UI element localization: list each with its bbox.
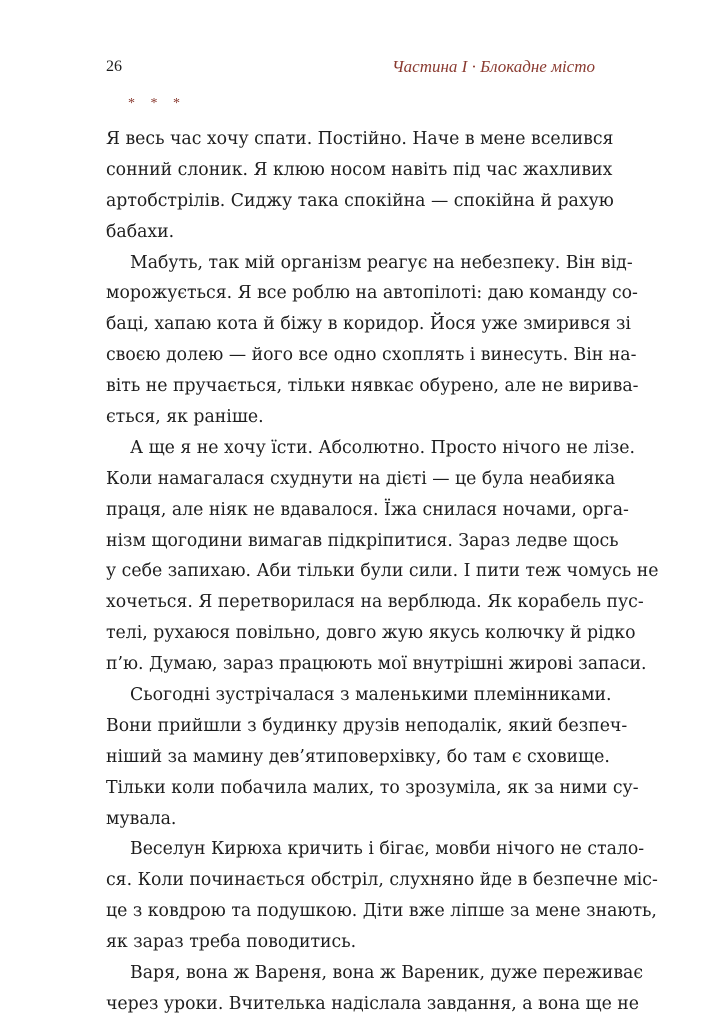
body-text <box>106 124 659 1020</box>
text-line: ся. Коли починається обстріл, слухняно йде в безпечне міс- <box>106 870 658 891</box>
text-line: Мабуть, так мій організм реагує на небезпеку. Він від- <box>130 252 633 273</box>
text-line: праця, але ніяк не вдавалося. Їжа снилася ночами, орга- <box>106 499 629 520</box>
text-line: морожується. Я все роблю на автопілоті: даю команду со- <box>106 283 638 304</box>
text-line: ніший за мамину дев’ятиповерхівку, бо там є сховище. <box>106 746 610 767</box>
text-line: баці, хапаю кота й біжу в коридор. Йося уже змирився зі <box>106 314 631 335</box>
text-line: це з ковдрою та подушкою. Діти вже ліпше за мене знають, <box>106 901 657 922</box>
text-line: Я весь час хочу спати. Постійно. Наче в мене вселився <box>106 129 614 149</box>
text-line: Веселун Кирюха кричить і бігає, мовби нічого не стало- <box>130 839 645 860</box>
text-line: Тільки коли побачила малих, то зрозуміла, як за ними су- <box>106 777 639 798</box>
text-line: сонний слоник. Я клюю носом навіть під час жахливих <box>106 159 613 180</box>
text-line: Сьогодні зустрічалася з маленькими племінниками. <box>130 685 612 706</box>
text-line: Вони прийшли з будинку друзів неподалік, який безпеч- <box>106 715 628 736</box>
text-line: нізм щогодини вимагав підкріпитися. Зараз ледве щось <box>106 530 619 551</box>
section-break: * * * <box>128 96 186 111</box>
text-line: артобстрілів. Сиджу така спокійна — спокійна й рахую <box>106 190 614 211</box>
text-line: хочеться. Я перетворилася на верблюда. Як корабель пус- <box>106 592 644 613</box>
text-line: мувала. <box>106 808 177 829</box>
text-line: своєю долею — його все одно схоплять і винесуть. Він на- <box>106 345 637 366</box>
text-line: ється, як раніше. <box>106 407 264 428</box>
text-line: Коли намагалася схуднути на дієті — це була неабияка <box>106 468 616 489</box>
text-line: п’ю. Думаю, зараз працюють мої внутрішні жирові запаси. <box>106 654 647 675</box>
text-line: бабахи. <box>106 221 175 242</box>
page-number: 26 <box>106 58 122 75</box>
text-line: через уроки. Вчителька надіслала завдання, а вона ще не <box>106 993 640 1014</box>
text-line: Варя, вона ж Вареня, вона ж Вареник, дуже переживає <box>130 963 644 984</box>
text-line: А ще я не хочу їсти. Абсолютно. Просто нічого не лізе. <box>130 437 635 458</box>
text-line: телі, рухаюся повільно, довго жую якусь колючку й рідко <box>106 623 636 644</box>
running-header: Частина І · Блокадне місто <box>391 57 595 76</box>
text-line: віть не пручається, тільки нявкає обурено, але не вирива- <box>106 376 639 397</box>
text-line: у себе запихаю. Аби тільки були сили. І пити теж чомусь не <box>106 561 659 582</box>
text-line: як зараз треба поводитись. <box>106 932 357 953</box>
